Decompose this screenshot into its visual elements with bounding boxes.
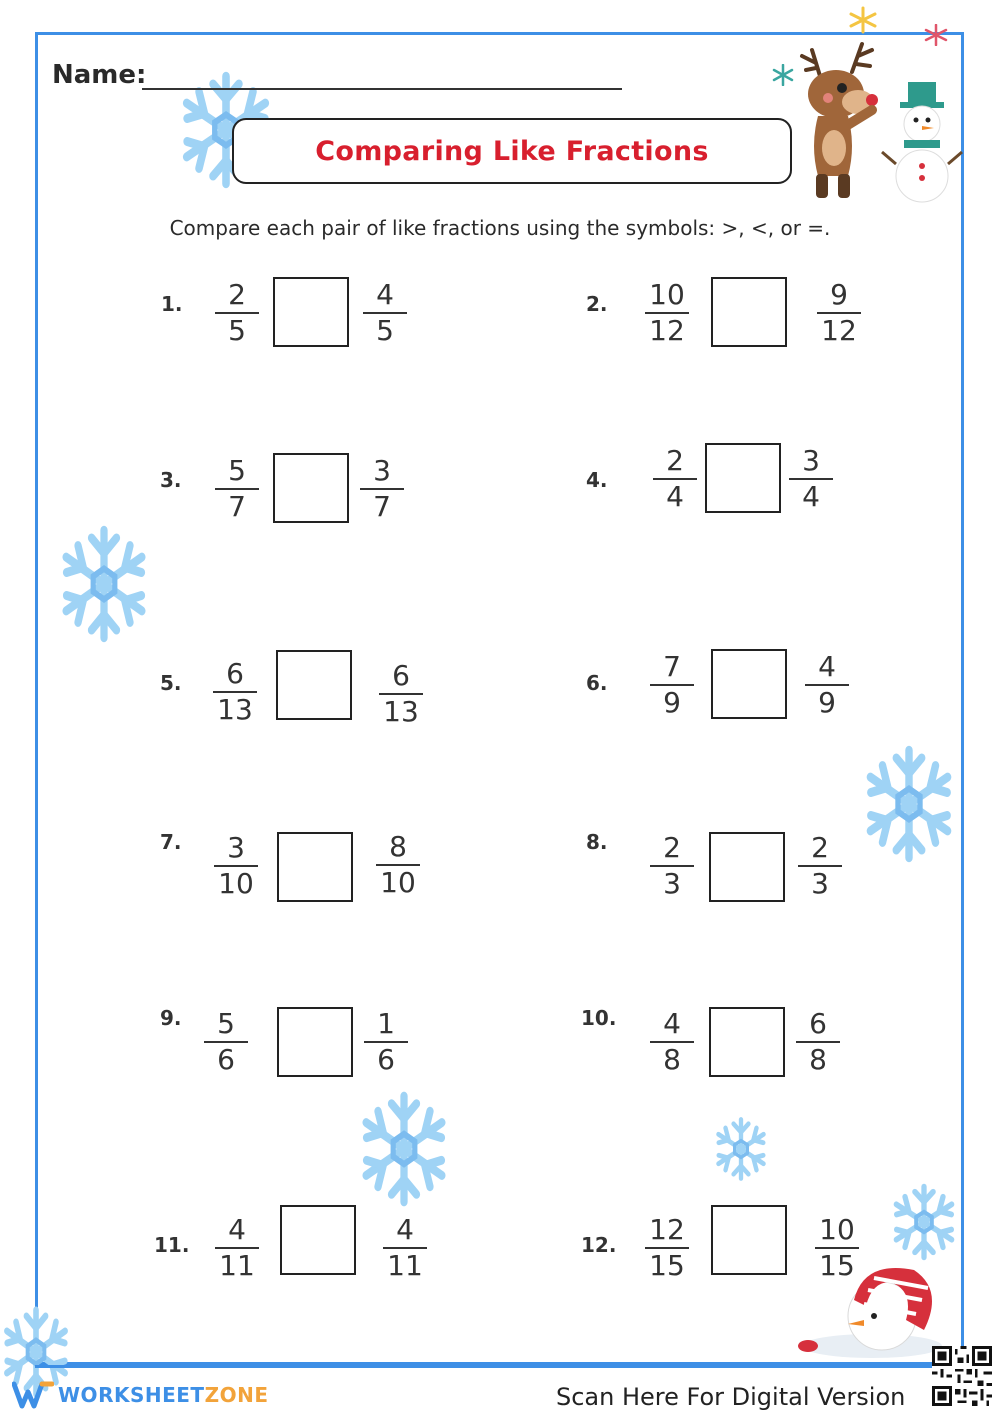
answer-box[interactable] [280, 1205, 356, 1275]
problem-number: 4. [586, 468, 608, 492]
right-fraction [809, 278, 869, 347]
logo-text: WORKSHEETZONE [58, 1383, 269, 1407]
answer-box[interactable] [709, 832, 785, 902]
numerator: 2 [811, 831, 829, 864]
answer-box[interactable] [709, 1007, 785, 1077]
left-fraction [206, 831, 266, 900]
denominator: 5 [228, 314, 246, 347]
left-fraction [207, 1213, 267, 1282]
denominator: 6 [377, 1043, 395, 1076]
numerator: 2 [228, 278, 246, 311]
denominator: 15 [649, 1249, 685, 1282]
problem-number: 11. [154, 1233, 190, 1257]
left-fraction [642, 831, 702, 900]
denominator: 5 [376, 314, 394, 347]
numerator: 10 [649, 278, 685, 311]
numerator: 5 [217, 1007, 235, 1040]
numerator: 12 [649, 1213, 685, 1246]
right-fraction [375, 1213, 435, 1282]
star-icon [924, 24, 948, 46]
numerator: 3 [373, 454, 391, 487]
numerator: 4 [818, 650, 836, 683]
right-fraction [371, 659, 431, 728]
denominator: 4 [666, 480, 684, 513]
numerator: 8 [389, 830, 407, 863]
snowflake-icon [886, 1180, 962, 1264]
title-banner [232, 118, 792, 184]
right-fraction [368, 830, 428, 899]
numerator: 10 [819, 1213, 855, 1246]
right-fraction [356, 1007, 416, 1076]
denominator: 4 [802, 480, 820, 513]
answer-box[interactable] [277, 1007, 353, 1077]
answer-box[interactable] [711, 649, 787, 719]
footer-divider [35, 1365, 964, 1368]
denominator: 10 [218, 867, 254, 900]
denominator: 11 [387, 1249, 423, 1282]
denominator: 7 [373, 490, 391, 523]
name-label: Name: [52, 60, 147, 90]
reindeer-illustration [790, 36, 890, 206]
right-fraction [355, 278, 415, 347]
numerator: 4 [663, 1007, 681, 1040]
denominator: 13 [383, 695, 419, 728]
left-fraction [207, 454, 267, 523]
problem-number: 5. [160, 671, 182, 695]
snowflake-icon [710, 1114, 772, 1184]
right-fraction [790, 831, 850, 900]
denominator: 9 [663, 686, 681, 719]
qr-code-icon[interactable] [932, 1346, 992, 1406]
numerator: 5 [228, 454, 246, 487]
numerator: 2 [666, 444, 684, 477]
denominator: 9 [818, 686, 836, 719]
numerator: 3 [802, 444, 820, 477]
problem-number: 1. [161, 292, 183, 316]
numerator: 3 [227, 831, 245, 864]
problem-number: 6. [586, 671, 608, 695]
worksheetzone-logo-icon [12, 1380, 54, 1410]
denominator: 11 [219, 1249, 255, 1282]
right-fraction [781, 444, 841, 513]
right-fraction [807, 1213, 867, 1282]
numerator: 2 [663, 831, 681, 864]
problem-number: 3. [160, 468, 182, 492]
left-fraction [642, 1007, 702, 1076]
problem-number: 7. [160, 830, 182, 854]
right-fraction [797, 650, 857, 719]
denominator: 8 [809, 1043, 827, 1076]
answer-box[interactable] [273, 453, 349, 523]
numerator: 4 [396, 1213, 414, 1246]
star-icon [846, 6, 880, 34]
numerator: 1 [377, 1007, 395, 1040]
answer-box[interactable] [277, 832, 353, 902]
name-input-line[interactable] [142, 88, 622, 90]
left-fraction [207, 278, 267, 347]
answer-box[interactable] [273, 277, 349, 347]
left-fraction [205, 657, 265, 726]
snowflake-icon [352, 1086, 456, 1212]
denominator: 8 [663, 1043, 681, 1076]
denominator: 10 [380, 866, 416, 899]
denominator: 12 [649, 314, 685, 347]
numerator: 6 [392, 659, 410, 692]
answer-box[interactable] [711, 1205, 787, 1275]
numerator: 6 [226, 657, 244, 690]
right-fraction [352, 454, 412, 523]
numerator: 6 [809, 1007, 827, 1040]
scan-text: Scan Here For Digital Version [556, 1383, 906, 1411]
left-fraction [642, 650, 702, 719]
numerator: 4 [228, 1213, 246, 1246]
left-fraction [645, 444, 705, 513]
worksheetzone-logo[interactable] [12, 1380, 268, 1410]
denominator: 3 [663, 867, 681, 900]
numerator: 7 [663, 650, 681, 683]
problem-number: 10. [581, 1006, 617, 1030]
page-title: Comparing Like Fractions [315, 135, 709, 167]
snowflake-icon [52, 520, 156, 648]
instructions: Compare each pair of like fractions using the symbols: >, <, or =. [169, 216, 831, 240]
problem-number: 2. [586, 292, 608, 316]
denominator: 3 [811, 867, 829, 900]
answer-box[interactable] [705, 443, 781, 513]
answer-box[interactable] [711, 277, 787, 347]
denominator: 7 [228, 490, 246, 523]
problem-number: 9. [160, 1006, 182, 1030]
numerator: 9 [830, 278, 848, 311]
left-fraction [637, 278, 697, 347]
right-fraction [788, 1007, 848, 1076]
problem-number: 8. [586, 830, 608, 854]
denominator: 6 [217, 1043, 235, 1076]
snowman-illustration [880, 80, 964, 204]
problem-number: 12. [581, 1233, 617, 1257]
answer-box[interactable] [276, 650, 352, 720]
denominator: 15 [819, 1249, 855, 1282]
denominator: 12 [821, 314, 857, 347]
left-fraction [637, 1213, 697, 1282]
snowflake-icon [856, 740, 962, 868]
left-fraction [196, 1007, 256, 1076]
denominator: 13 [217, 693, 253, 726]
numerator: 4 [376, 278, 394, 311]
